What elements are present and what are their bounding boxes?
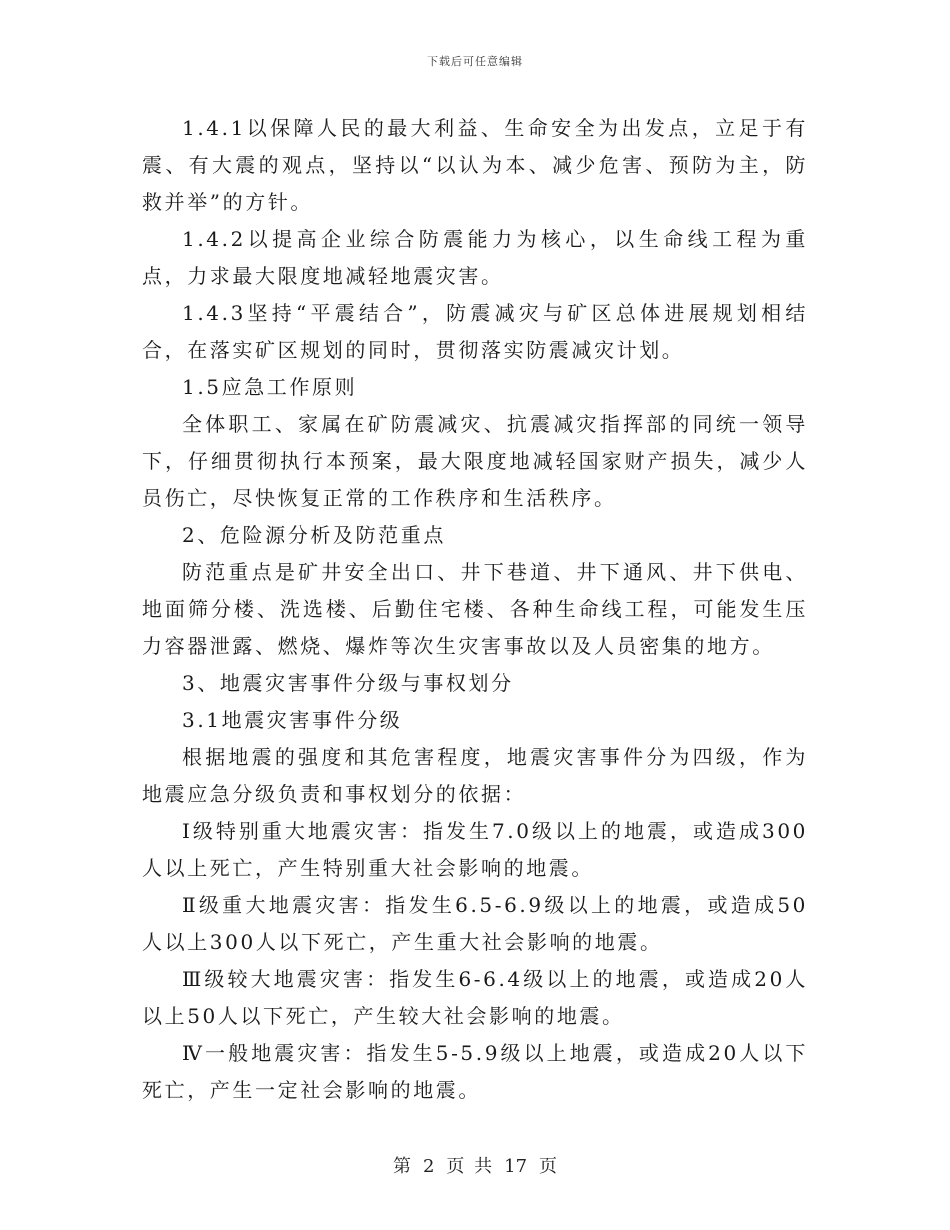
paragraph-1-5-body: 全体职工、家属在矿防震减灾、抗震减灾指挥部的同统一领导下，仔细贯彻执行本预案，最大限度地减轻国家财产损失，减少人员伤亡，尽快恢复正常的工作秩序和生活秩序。 [142,412,808,510]
footer-prefix: 第 [392,1156,411,1177]
paragraph-level-2: Ⅱ级重大地震灾害：指发生6.5-6.9级以上的地震，或造成50人以上300人以下死亡，产生重大社会影响的地震。 [142,893,808,954]
footer-total-pages: 17 [504,1156,528,1177]
footer-suffix: 页 [539,1156,558,1177]
heading-3-1: 3.1地震灾害事件分级 [182,708,403,732]
paragraph-1-4-3: 1.4.3坚持“平震结合”，防震减灾与矿区总体进展规划相结合，在落实矿区规划的同时，贯彻落实防震减灾计划。 [142,301,808,362]
paragraph-level-3: Ⅲ级较大地震灾害：指发生6-6.4级以上的地震，或造成20人以上50人以下死亡，产生较大社会影响的地震。 [142,967,808,1028]
paragraph-level-1: Ⅰ级特别重大地震灾害：指发生7.0级以上的地震，或造成300人以上死亡，产生特别重大社会影响的地震。 [142,819,808,880]
paragraph-2-body: 防范重点是矿井安全出口、井下巷道、井下通风、井下供电、地面筛分楼、洗选楼、后勤住宅楼、各种生命线工程，可能发生压力容器泄露、燃烧、爆炸等次生灾害事故以及人员密集的地方。 [142,560,808,658]
paragraph-1-4-1: 1.4.1以保障人民的最大利益、生命安全为出发点，立足于有震、有大震的观点，坚持以“以认为本、减少危害、预防为主，防救并举”的方针。 [142,116,808,214]
footer-middle: 页 共 [446,1156,493,1177]
footer-page-number: 2 [422,1156,435,1177]
heading-1-5: 1.5应急工作原则 [182,375,358,399]
heading-3: 3、地震灾害事件分级与事权划分 [182,671,514,695]
heading-2: 2、危险源分析及防范重点 [182,523,446,547]
paragraph-level-4: Ⅳ一般地震灾害：指发生5-5.9级以上地震，或造成20人以下死亡，产生一定社会影响的地震。 [142,1041,808,1102]
page-footer [0,1152,950,1178]
page-header-note: 下载后可任意编辑 [427,55,523,68]
document-body [142,110,808,1109]
paragraph-3-1-body: 根据地震的强度和其危害程度，地震灾害事件分为四级，作为地震应急分级负责和事权划分的依据： [142,745,808,806]
paragraph-1-4-2: 1.4.2以提高企业综合防震能力为核心，以生命线工程为重点，力求最大限度地减轻地震灾害。 [142,227,808,288]
